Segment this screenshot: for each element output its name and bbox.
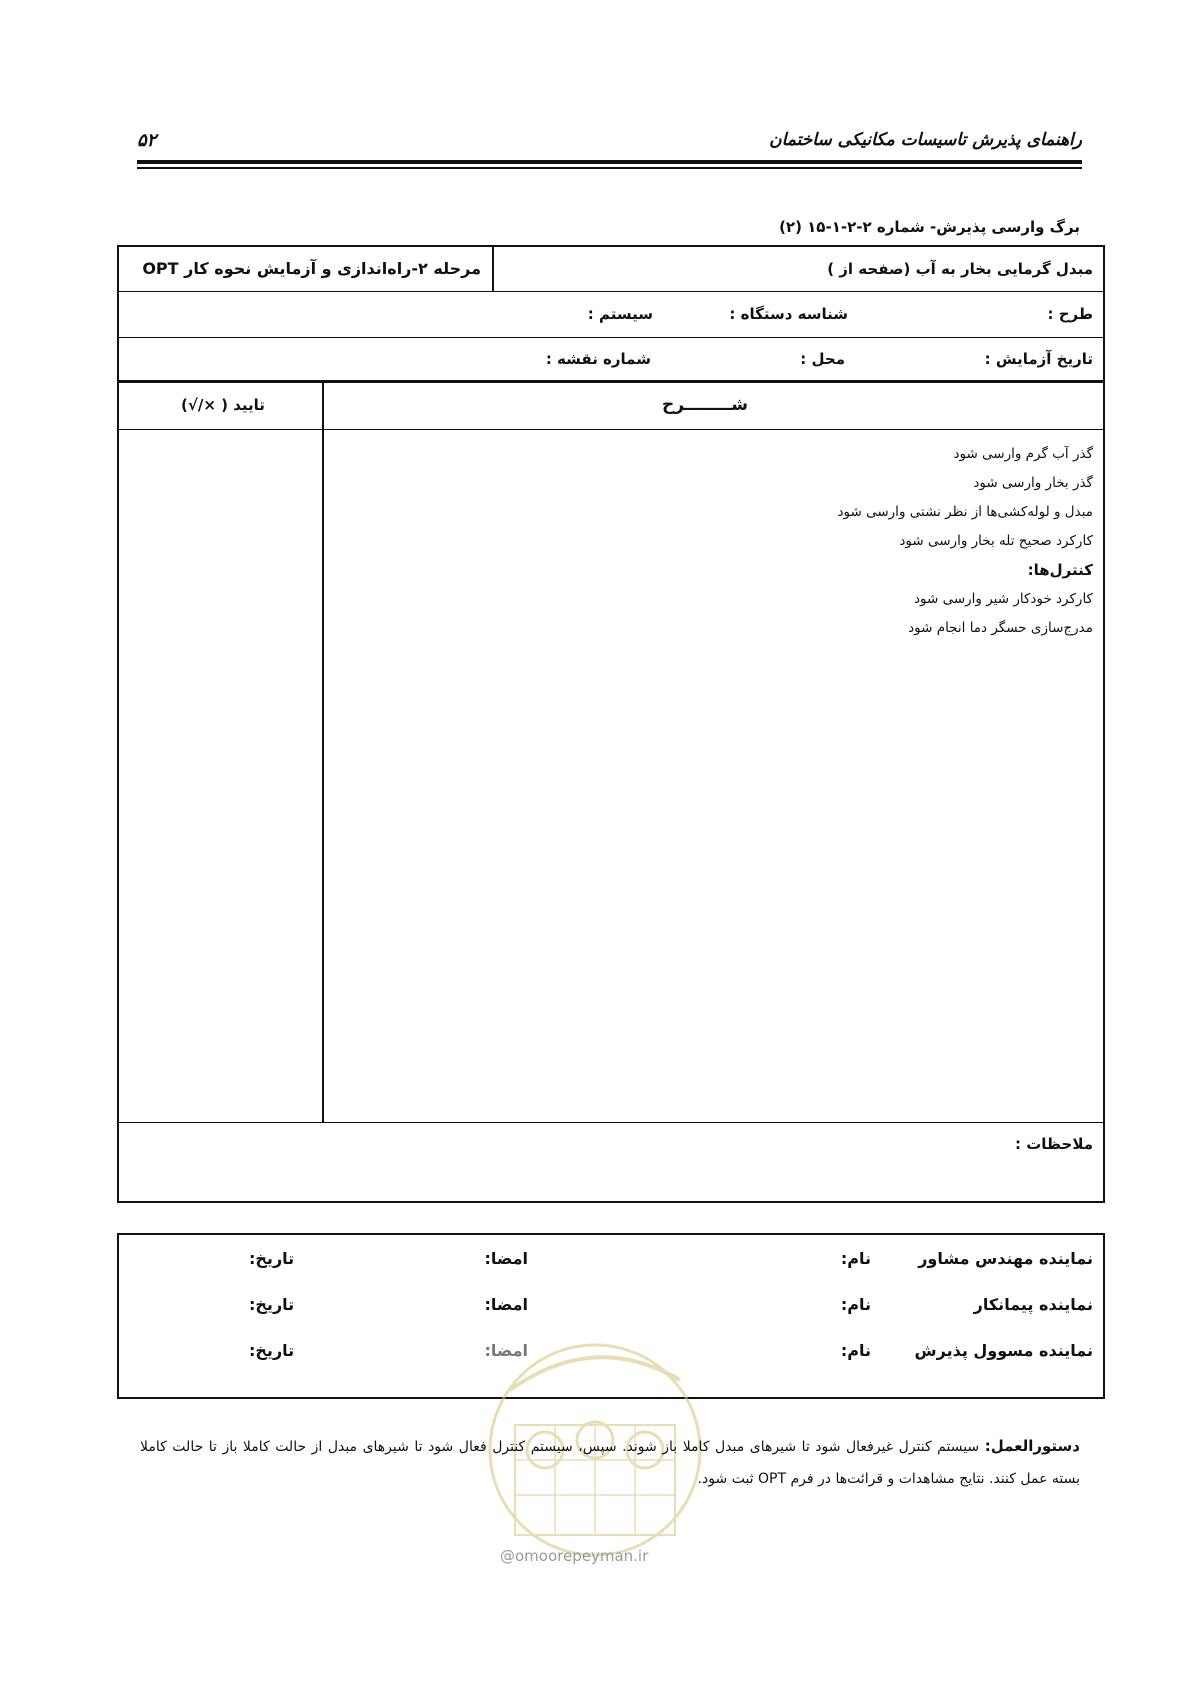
form-caption: برگ وارسی پذیرش- شماره ۲-۲-۱-۱۵ (۲) — [779, 218, 1080, 236]
name-label: نام: — [840, 1341, 871, 1360]
name-label: نام: — [840, 1249, 871, 1268]
system-label: سیستم : — [587, 305, 653, 323]
controls-heading: کنترل‌ها: — [1027, 561, 1093, 579]
list-item: گذر آب گرم وارسی شود — [953, 446, 1093, 462]
description-header: شــــــــرح — [661, 395, 748, 415]
instructions — [140, 1430, 1080, 1495]
list-item: مدرج‌سازی حسگر دما انجام شود — [908, 620, 1093, 636]
date-label: تاریخ: — [249, 1249, 295, 1268]
page-number: ۵۲ — [137, 130, 157, 151]
signature-label: امضا: — [484, 1295, 528, 1314]
form-row-project — [119, 292, 1103, 338]
contractor-role: نماینده پیمانکار — [973, 1295, 1093, 1314]
stage-title: مرحله ۲-راه‌اندازی و آزمایش نحوه کار OPT — [142, 259, 481, 278]
remarks-label: ملاحظات : — [1014, 1135, 1093, 1153]
date-label: تاریخ: — [249, 1295, 295, 1314]
divider — [322, 430, 324, 1122]
table-body-row — [119, 430, 1103, 1123]
device-id-label: شناسه دستگاه : — [729, 305, 848, 323]
project-label: طرح : — [1047, 305, 1093, 323]
list-item: کارکرد خودکار شیر وارسی شود — [914, 591, 1093, 607]
acceptance-officer-role: نماینده مسوول پذیرش — [914, 1341, 1093, 1360]
form-row-test — [119, 338, 1103, 383]
list-item: مبدل و لوله‌کشی‌ها از نظر نشتی وارسی شود — [837, 504, 1093, 520]
test-date-label: تاریخ آزمایش : — [984, 350, 1093, 368]
signature-label: امضا: — [484, 1341, 528, 1360]
header-rule-thin — [137, 167, 1082, 169]
drawing-number-label: شماره نقشه : — [545, 350, 651, 368]
signature-label: امضا: — [484, 1249, 528, 1268]
date-label: تاریخ: — [249, 1341, 295, 1360]
equipment-title: مبدل گرمایی بخار به آب (صفحه از ) — [827, 260, 1093, 278]
name-label: نام: — [840, 1295, 871, 1314]
divider — [322, 383, 324, 429]
approval-header: تایید ( ×/√) — [181, 396, 265, 414]
inspection-form — [117, 245, 1105, 1203]
list-item: کارکرد صحیح تله بخار وارسی شود — [899, 533, 1093, 549]
header-rule-thick — [137, 160, 1082, 164]
instructions-text: سیستم کنترل غیرفعال شود تا شیرهای مبدل کاملا باز شوند. سپس، سیستم کنترل فعال شود تا شیرهای مبدل از حالت کاملا باز تا حالت کاملا بسته عمل کنند. نتایج مشاهدات و قرائت‌ها در فرم OPT ثبت شود. — [140, 1439, 1080, 1487]
consultant-role: نماینده مهندس مشاور — [918, 1249, 1093, 1268]
book-title: راهنمای پذیرش تاسیسات مکانیکی ساختمان — [769, 130, 1082, 150]
description-list — [838, 440, 1093, 643]
page-header — [137, 128, 1082, 160]
form-row-title — [119, 247, 1103, 292]
table-header-row — [119, 383, 1103, 430]
location-label: محل : — [800, 350, 845, 368]
watermark-site: @omoorepeyman.ir — [500, 1547, 649, 1565]
instructions-label: دستورالعمل: — [984, 1437, 1080, 1455]
divider — [492, 247, 494, 291]
list-item: گذر بخار وارسی شود — [973, 475, 1093, 491]
